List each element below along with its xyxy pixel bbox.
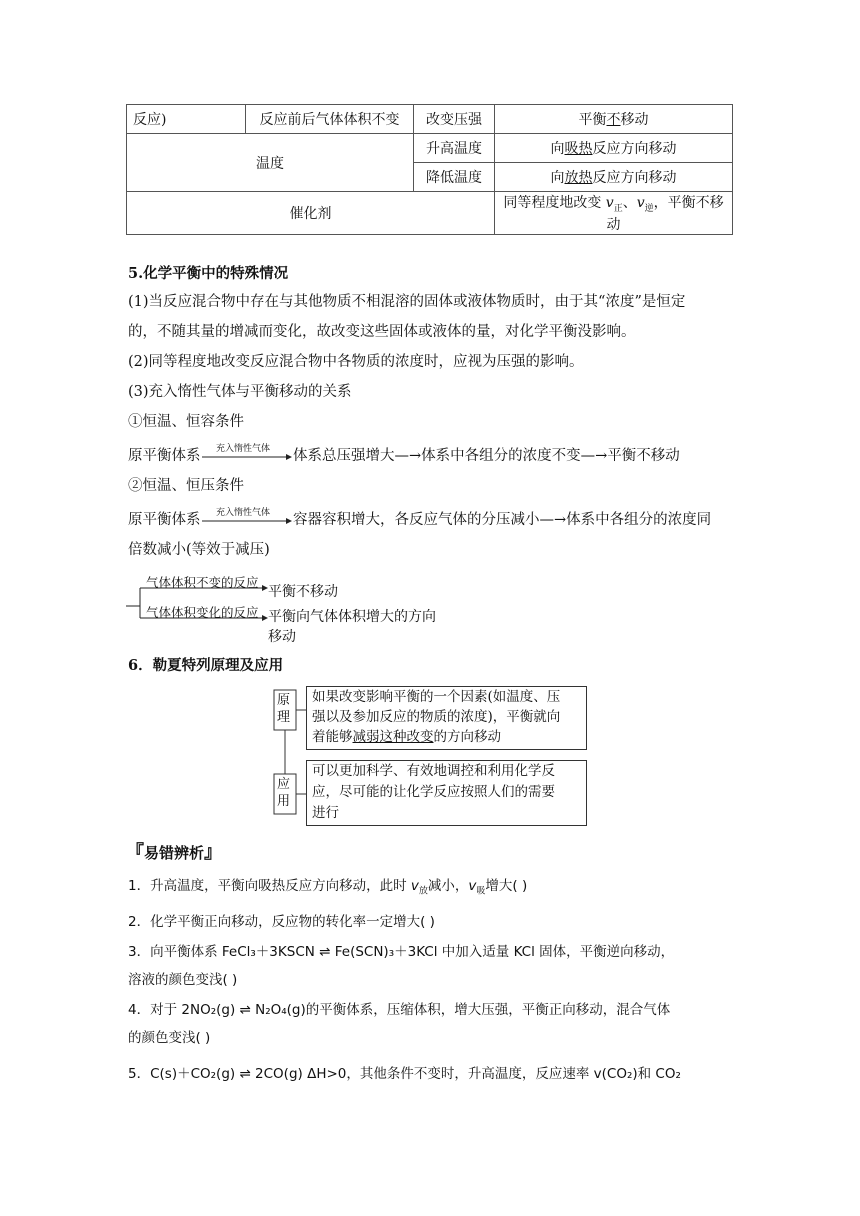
application-text: 可以更加科学、有效地调控和利用化学反 (312, 763, 555, 779)
principle-text: 如果改变影响平衡的一个因素(如温度、压 (312, 689, 561, 705)
subscript: 逆 (644, 203, 654, 214)
cell-text: 反应方向移动 (592, 141, 677, 157)
branch-label: 气体体积变化的反应 (146, 605, 259, 620)
table-cell (495, 192, 733, 235)
branch-label: 气体体积不变的反应 (146, 575, 259, 590)
application-label: 应用 (277, 777, 291, 809)
errors-heading (126, 838, 222, 864)
arrow-icon (202, 516, 292, 526)
principle-text: 强以及参加反应的物质的浓度)，平衡就向 (312, 709, 561, 725)
cell-text: 同等程度地改变 (503, 195, 606, 212)
flow-start: 原平衡体系 (128, 448, 201, 464)
velocity-symbol: v (468, 878, 477, 894)
cell-text: 、 (622, 195, 637, 212)
table-row (127, 192, 733, 235)
table-cell: 催化剂 (127, 192, 495, 235)
table-cell: 改变压强 (414, 105, 495, 134)
text: 1．升高温度，平衡向吸热反应方向移动，此时 (128, 878, 411, 894)
condition-heading: ②恒温、恒压条件 (128, 478, 244, 494)
condition-heading: ①恒温、恒容条件 (128, 414, 244, 430)
paragraph: (1)当反应混合物中存在与其他物质不相混溶的固体或液体物质时，由于其“浓度”是恒定 (128, 294, 686, 310)
table-cell: 反应) (127, 105, 246, 134)
question-item: 4．对于 2NO₂(g) ⇌ N₂O₄(g)的平衡体系，压缩体积，增大压强，平衡正向移动，混合气体 (128, 1002, 671, 1018)
velocity-symbol: v (605, 195, 614, 212)
table-row (127, 105, 733, 134)
velocity-symbol: v (410, 878, 419, 894)
underlined-text: 放热 (564, 170, 593, 186)
cell-text: 反应方向移动 (592, 170, 677, 186)
cell-text: 向 (550, 170, 565, 186)
cell-text: ，平衡不移动 (606, 195, 724, 233)
cell-text: 平衡 (578, 112, 607, 128)
branch-result: 移动 (268, 629, 296, 645)
text: 的方向移动 (433, 729, 501, 745)
bracket-icon: 『 (126, 842, 144, 863)
bracket-icon: 』 (204, 842, 223, 863)
paragraph: (2)同等程度地改变反应混合物中各物质的浓度时，应视为压强的影响。 (128, 354, 584, 370)
flow-text: 倍数减小(等效于减压) (128, 542, 270, 558)
question-item: 2．化学平衡正向移动，反应物的转化率一定增大( ) (128, 914, 435, 930)
table-cell: 温度 (127, 134, 414, 192)
equilibrium-table (126, 104, 733, 235)
subscript: 吸 (476, 886, 486, 897)
subscript: 放 (418, 886, 428, 897)
cell-text: 向 (550, 141, 565, 157)
table-row (127, 134, 733, 163)
table-cell (495, 134, 733, 163)
underlined-text: 吸热 (564, 141, 593, 157)
principle-label: 原理 (277, 693, 291, 725)
branch-result: 平衡向气体体积增大的方向 (268, 609, 436, 625)
question-item: 5．C(s)＋CO₂(g) ⇌ 2CO(g) ΔH>0，其他条件不变时，升高温度，反应速率 v(CO₂)和 CO₂ (128, 1066, 681, 1082)
table-cell (495, 105, 733, 134)
paragraph: 的，不随其量的增减而变化，故改变这些固体或液体的量，对化学平衡没影响。 (128, 324, 636, 340)
table-cell (495, 163, 733, 192)
question-item: 的颜色变浅( ) (128, 1030, 211, 1046)
question-item: 3．向平衡体系 FeCl₃＋3KSCN ⇌ Fe(SCN)₃＋3KCl 中加入适量 KCl 固体，平衡逆向移动， (128, 944, 675, 960)
paragraph: (3)充入惰性气体与平衡移动的关系 (128, 384, 352, 400)
principle-text (312, 726, 501, 748)
branch-result: 平衡不移动 (268, 584, 338, 600)
arrow-icon (202, 452, 292, 462)
underlined-text: 减弱这种改变 (352, 729, 434, 745)
table-cell: 反应前后气体体积不变 (246, 105, 414, 134)
section-title: 5.化学平衡中的特殊情况 (128, 265, 289, 282)
text: 减小， (427, 878, 469, 894)
question-item: 溶液的颜色变浅( ) (128, 972, 238, 988)
flow-text: 容器容积增大，各反应气体的分压减小—→体系中各组分的浓度同 (293, 512, 712, 528)
question-item (128, 876, 527, 902)
cell-text: 移动 (620, 112, 649, 128)
flow-text: 体系总压强增大—→体系中各组分的浓度不变—→平衡不移动 (293, 448, 680, 464)
flow-start: 原平衡体系 (128, 512, 201, 528)
arrow-label: 充入惰性气体 (216, 508, 271, 518)
underlined-text: 不 (606, 112, 621, 128)
section-title: 6．勒夏特列原理及应用 (128, 657, 284, 674)
application-text: 进行 (312, 805, 339, 821)
table-cell: 升高温度 (414, 134, 495, 163)
table-cell: 降低温度 (414, 163, 495, 192)
text: 增大( ) (485, 878, 528, 894)
text: 着能够 (312, 729, 353, 745)
arrow-label: 充入惰性气体 (216, 444, 271, 454)
heading-text: 易错辨析 (144, 844, 205, 862)
velocity-symbol: v (636, 195, 645, 212)
application-text: 应，尽可能的让化学反应按照人们的需要 (312, 784, 555, 800)
subscript: 正 (613, 203, 623, 214)
